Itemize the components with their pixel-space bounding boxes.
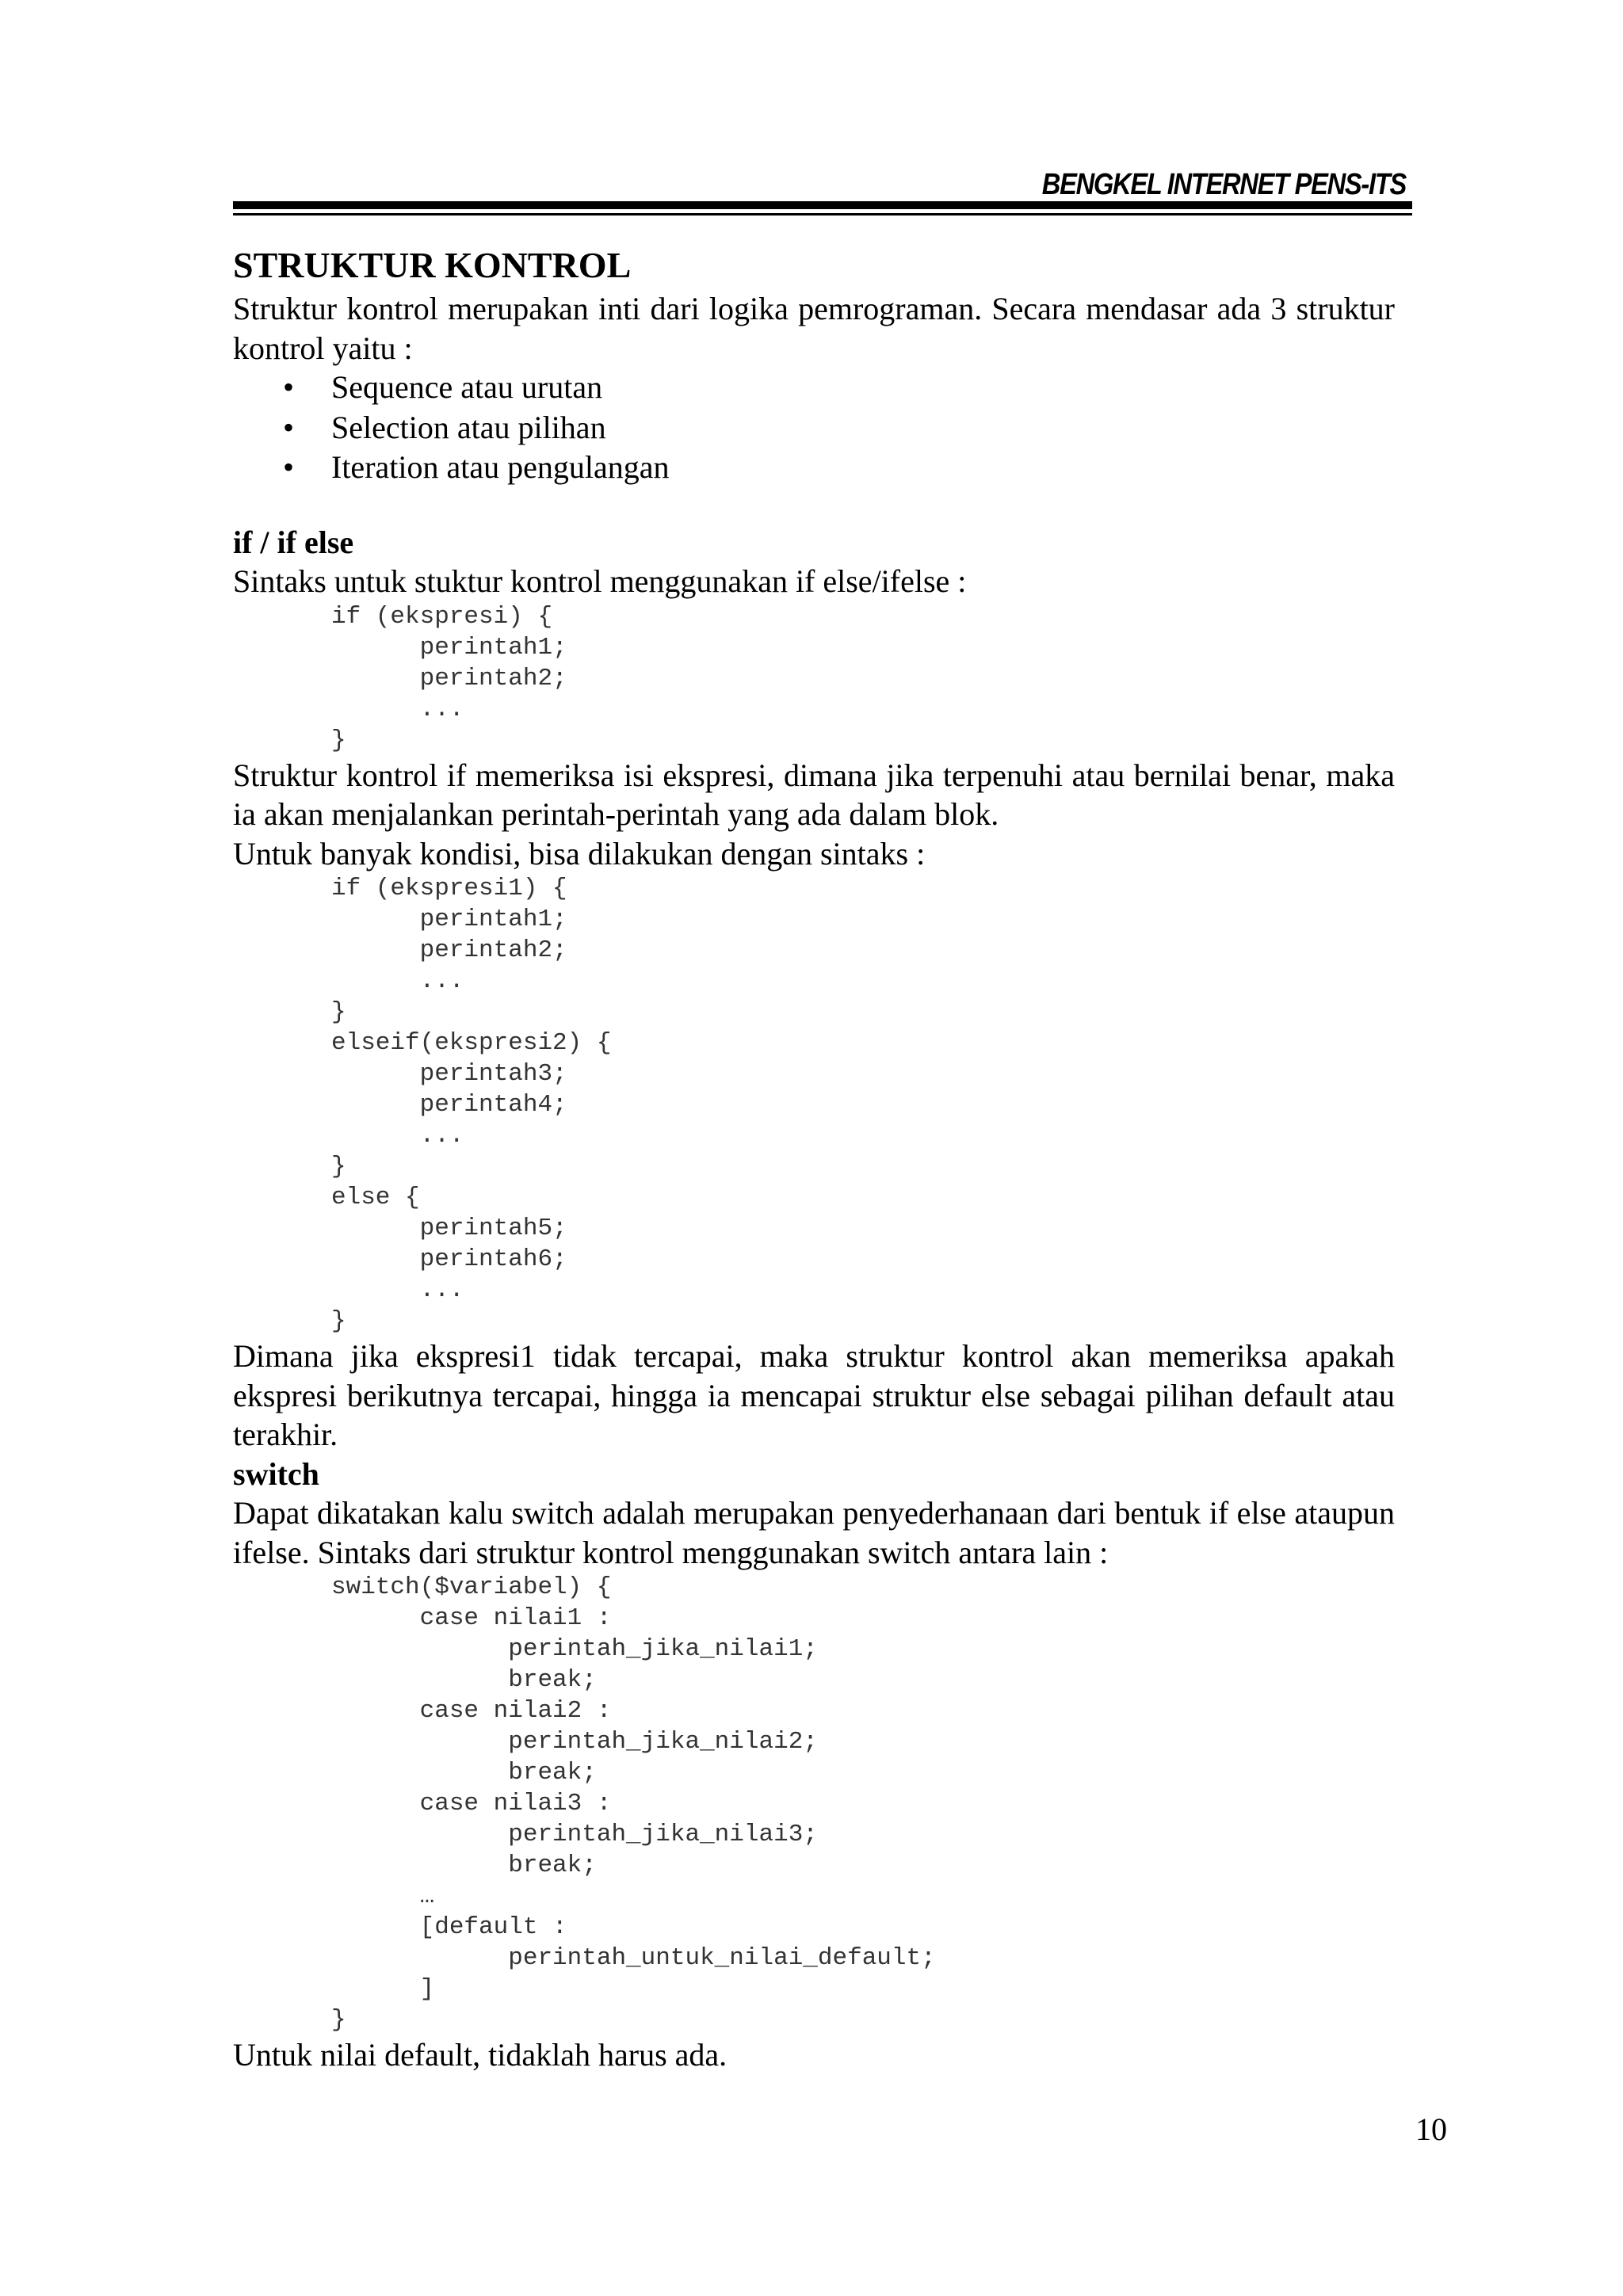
header-rule-thick <box>233 201 1412 209</box>
if-explanation: Struktur kontrol if memeriksa isi ekspresi, dimana jika terpenuhi atau bernilai benar, maka ia akan menjalankan perintah-perintah yang ada dalam blok. <box>233 757 1395 832</box>
control-structure-list <box>233 368 1395 488</box>
running-header: BENGKEL INTERNET PENS-ITS <box>1041 168 1406 201</box>
code-block-elseif: if (ekspresi1) { perintah1; perintah2; ... } elseif(ekspresi2) { perintah3; perintah4; ... } else { perintah5; perintah6; ... } <box>331 875 612 1335</box>
page-content <box>233 242 1395 2075</box>
switch-intro: Dapat dikatakan kalu switch adalah merupakan penyederhanaan dari bentuk if else ataupun ifelse. Sintaks dari struktur kontrol menggunakan switch antara lain : <box>233 1495 1395 1570</box>
code-block-switch: switch($variabel) { case nilai1 : perintah_jika_nilai1; break; case nilai2 : perintah_jika_nilai2; break; case nilai3 : perintah_jika_nilai3; break; … [default : perintah_untuk_nilai_default; ] } <box>331 1573 936 2034</box>
if-heading: if / if else <box>233 524 354 560</box>
elseif-explanation: Dimana jika ekspresi1 tidak tercapai, maka struktur kontrol akan memeriksa apakah ekspresi berikutnya tercapai, hingga ia mencapai struktur else sebagai pilihan default atau terakhir. <box>233 1338 1395 1452</box>
switch-heading: switch <box>233 1455 319 1492</box>
spacer <box>233 488 1395 523</box>
header-rule-thin <box>233 213 1412 215</box>
if-intro: Sintaks untuk stuktur kontrol menggunakan if else/ifelse : <box>233 563 967 599</box>
multi-condition-intro: Untuk banyak kondisi, bisa dilakukan dengan sintaks : <box>233 835 926 871</box>
section-title: STRUKTUR KONTROL <box>233 245 632 285</box>
section-intro: Struktur kontrol merupakan inti dari logika pemrograman. Secara mendasar ada 3 struktur kontrol yaitu : <box>233 291 1395 366</box>
switch-note: Untuk nilai default, tidaklah harus ada. <box>233 2037 727 2073</box>
code-block-if: if (ekspresi) { perintah1; perintah2; ... } <box>331 602 567 754</box>
page-number: 10 <box>1415 2111 1447 2147</box>
list-item: • Selection atau pilihan <box>233 408 1395 448</box>
list-item: • Sequence atau urutan <box>233 368 1395 408</box>
list-item: • Iteration atau pengulangan <box>233 448 1395 488</box>
